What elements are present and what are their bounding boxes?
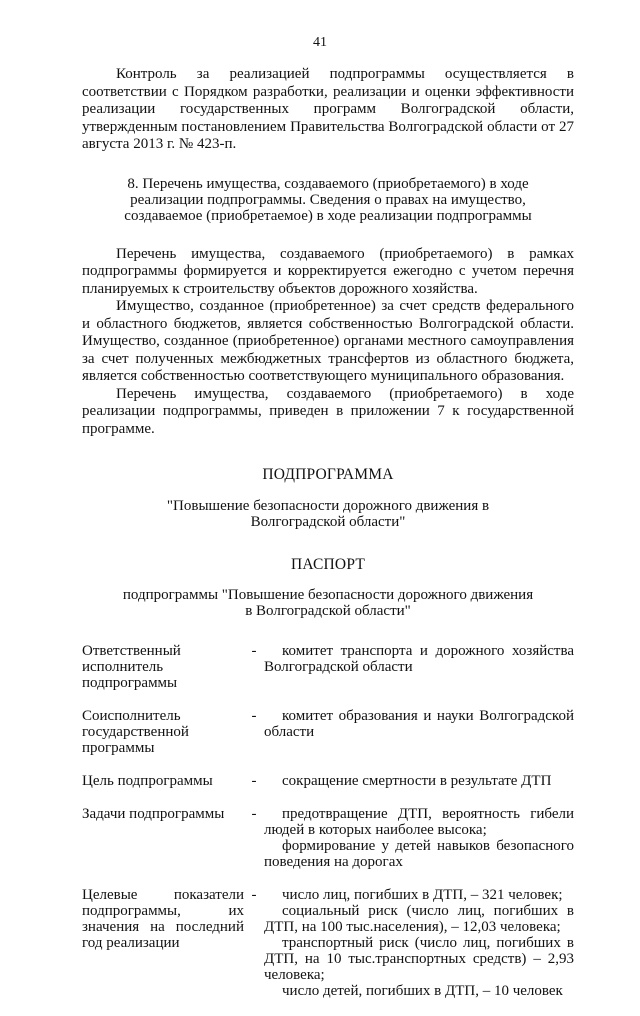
passport-dash: - xyxy=(251,708,257,724)
passport-label: Ответственный исполнитель подпрограммы xyxy=(82,643,181,691)
passport-value-line: формирование у детей навыков безопасного поведения на дорогах xyxy=(264,838,574,870)
passport-value-line: социальный риск (число лиц, погибших в ДТП, на 100 тыс.населения), – 12,03 человека; xyxy=(264,903,574,935)
passport-value xyxy=(264,773,574,806)
passport-value-line: транспортный риск (число лиц, погибших в ДТП, на 10 тыс.транспортных средств) – 2,93 человека; xyxy=(264,935,574,983)
passport-dash: - xyxy=(251,773,257,789)
section-8-paragraph-3: Перечень имущества, создаваемого (приобретаемого) в ходе реализации подпрограммы, приведен в приложении 7 к государственной программе. xyxy=(82,385,574,437)
passport-dash: - xyxy=(251,887,257,903)
passport-row-coexecutor xyxy=(82,708,574,773)
page-number: 41 xyxy=(313,35,327,50)
passport-value-line: комитет образования и науки Волгоградской области xyxy=(264,708,574,740)
passport-row-goal xyxy=(82,773,574,806)
passport-label: Целевые показатели подпрограммы, их значения на последний год реализации xyxy=(82,887,244,951)
passport-value-line: сокращение смертности в результате ДТП xyxy=(282,773,552,789)
passport-value xyxy=(264,806,574,887)
subprogram-name: "Повышение безопасности дорожного движения в Волгоградской области" xyxy=(166,497,490,530)
passport-row-indicators xyxy=(82,887,574,1016)
passport-table xyxy=(82,643,574,1016)
passport-dash: - xyxy=(251,643,257,659)
passport-value-line: число детей, погибших в ДТП, – 10 человек xyxy=(282,983,563,999)
passport-title: ПАСПОРТ xyxy=(290,555,366,573)
section-8-paragraph-2: Имущество, созданное (приобретенное) за счет средств федерального и областного бюджетов, является собственностью Волгоградской области. Имущество, созданное (приобретенное) органами местного самоуправления за счет полученных межбюджетных трансфертов из областного бюджета, является собственностью соответствующего муниципального образования. xyxy=(82,298,574,384)
passport-row-tasks xyxy=(82,806,574,887)
passport-value xyxy=(264,887,574,1016)
passport-label: Цель подпрограммы xyxy=(82,773,213,789)
passport-value xyxy=(264,643,574,708)
passport-row-responsible xyxy=(82,643,574,708)
section-8-heading: 8. Перечень имущества, создаваемого (приобретаемого) в ходе реализации подпрограммы. Сведения о правах на имущество, создаваемое (приобретаемое) в ходе реализации подпрограммы xyxy=(124,175,532,224)
passport-label: Задачи подпрограммы xyxy=(82,806,225,822)
document-body xyxy=(82,66,574,1016)
passport-value-line: комитет транспорта и дорожного хозяйства Волгоградской области xyxy=(264,643,574,675)
subprogram-title: ПОДПРОГРАММА xyxy=(262,466,394,483)
passport-value xyxy=(264,708,574,773)
passport-subtitle: подпрограммы "Повышение безопасности дорожного движения в Волгоградской области" xyxy=(122,587,534,619)
passport-dash: - xyxy=(251,806,257,822)
passport-value-line: предотвращение ДТП, вероятность гибели людей в которых наиболее высока; xyxy=(264,806,574,838)
passport-label: Соисполнитель государственной программы xyxy=(82,708,189,756)
section-8-paragraph-1: Перечень имущества, создаваемого (приобретаемого) в рамках подпрограммы формируется и корректируется ежегодно с учетом перечня планируемых к строительству объектов дорожного хозяйства. xyxy=(82,245,574,297)
passport-value-line: число лиц, погибших в ДТП, – 321 человек; xyxy=(282,887,563,903)
paragraph-control: Контроль за реализацией подпрограммы осуществляется в соответствии с Порядком разработки, реализации и оценки эффективности реализации государственных программ Волгоградской области, утвержденным постановлением Правительства Волгоградской области от 27 августа 2013 г. № 423-п. xyxy=(82,66,574,152)
